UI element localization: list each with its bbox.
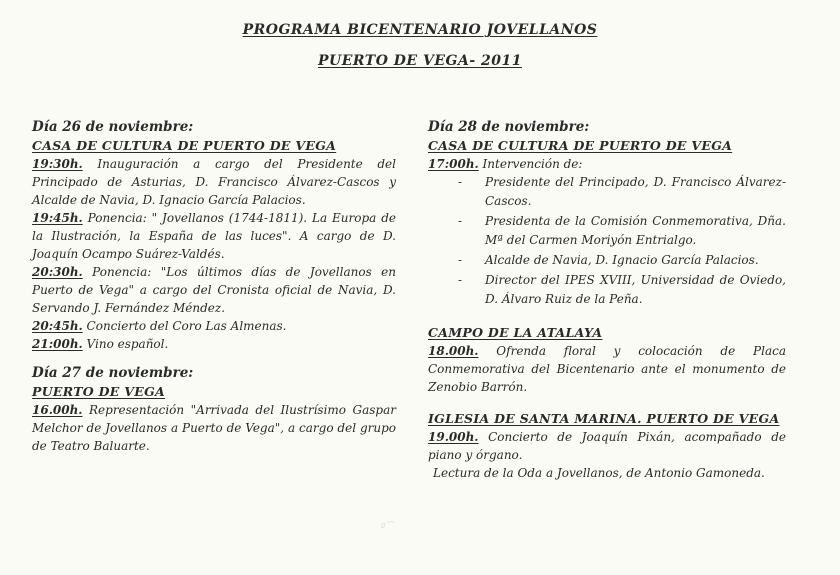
- day-26-heading: Día 26 de noviembre:: [32, 119, 194, 135]
- speakers-list: [428, 173, 786, 309]
- entry-time: 16.00h.: [32, 403, 83, 417]
- entry-text: Ponencia: "Los últimos días de Jovellanos en Puerto de Vega" a cargo del Cronista oficial de Navia, D. Servando J. Fernández Méndez.: [32, 265, 396, 315]
- venue-casa-cultura: CASA DE CULTURA DE PUERTO DE VEGA: [32, 138, 337, 153]
- day-28-heading: Día 28 de noviembre:: [428, 119, 590, 135]
- entry-text: Representación "Arrivada del Ilustrísimo Gaspar Melchor de Jovellanos a Puerto de Vega", a cargo del grupo de Teatro Baluarte.: [32, 403, 396, 453]
- list-item: - Director del IPES XVIII, Universidad de Oviedo, D. Álvaro Ruiz de la Peña.: [458, 273, 786, 306]
- entry-text: Vino español.: [82, 337, 169, 351]
- list-item: - Presidente del Principado, D. Francisco Álvarez-Cascos.: [458, 175, 786, 208]
- left-column: [32, 117, 396, 455]
- dash-bullet: -: [458, 253, 463, 267]
- entry-time: 19:45h.: [32, 211, 83, 225]
- day-27-heading: Día 27 de noviembre:: [32, 365, 194, 381]
- entry-time: 19.00h.: [428, 430, 479, 444]
- entry-text: Intervención de:: [478, 157, 583, 171]
- schedule-entry: [32, 209, 396, 263]
- program-subtitle: PUERTO DE VEGA- 2011: [318, 53, 522, 69]
- entry-text: Concierto de Joaquín Pixán, acompañado de piano y órgano.: [428, 430, 786, 462]
- entry-text: Ofrenda floral y colocación de Placa Conmemorativa del Bicentenario ante el monumento de Zenobio Barrón.: [428, 344, 786, 394]
- entry-time: 19:30h.: [32, 157, 83, 171]
- schedule-entry: [428, 342, 786, 396]
- schedule-entry: [32, 263, 396, 317]
- venue-puerto-de-vega: PUERTO DE VEGA: [32, 384, 166, 399]
- venue-campo-atalaya: CAMPO DE LA ATALAYA: [428, 325, 603, 340]
- entry-time: 20:30h.: [32, 265, 83, 279]
- list-item: - Presidenta de la Comisión Conmemorativa, Dña. Mª del Carmen Moriyón Entrialgo.: [458, 214, 786, 247]
- schedule-entry: [32, 401, 396, 455]
- paper-smudge: ﾛ⌒: [380, 522, 394, 532]
- venue-casa-cultura: CASA DE CULTURA DE PUERTO DE VEGA: [428, 138, 733, 153]
- venue-iglesia-santa-marina: IGLESIA DE SANTA MARINA. PUERTO DE VEGA: [428, 411, 780, 426]
- right-column: [428, 117, 786, 482]
- entry-time: 20:45h.: [32, 319, 83, 333]
- schedule-entry: [428, 428, 786, 464]
- schedule-entry-extra: Lectura de la Oda a Jovellanos, de Antonio Gamoneda.: [433, 466, 765, 480]
- entry-time: 18.00h.: [428, 344, 479, 358]
- schedule-entry: [32, 317, 396, 335]
- entry-text: Ponencia: " Jovellanos (1744-1811). La Europa de la Ilustración, la España de las luces". A cargo de D. Joaquín Ocampo Suárez-Valdés.: [32, 211, 396, 261]
- list-item: - Alcalde de Navia, D. Ignacio García Palacios.: [458, 251, 786, 270]
- schedule-entry: [428, 155, 786, 173]
- dash-bullet: -: [458, 273, 463, 287]
- program-title: PROGRAMA BICENTENARIO JOVELLANOS: [242, 22, 598, 38]
- entry-time: 21:00h.: [32, 337, 83, 351]
- dash-bullet: -: [458, 175, 463, 189]
- schedule-entry: [32, 335, 396, 353]
- entry-text: Inauguración a cargo del Presidente del Principado de Asturias, D. Francisco Álvarez-Cascos y Alcalde de Navia, D. Ignacio García Palacios.: [32, 157, 396, 207]
- entry-time: 17:00h.: [428, 157, 479, 171]
- schedule-entry: [32, 155, 396, 209]
- entry-text: Concierto del Coro Las Almenas.: [82, 319, 287, 333]
- dash-bullet: -: [458, 214, 463, 228]
